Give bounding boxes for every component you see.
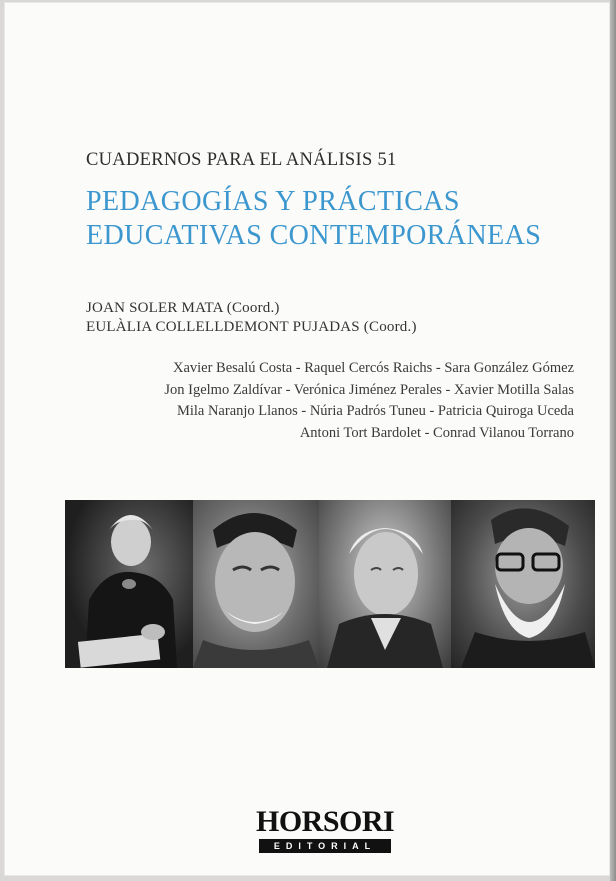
coordinators: [86, 299, 417, 337]
author-line: Antoni Tort Bardolet - Conrad Vilanou Torrano: [299, 424, 574, 441]
book-spine-edge: [610, 0, 616, 881]
portrait-photo-2: [193, 500, 319, 668]
publisher-name: HORSORI: [256, 805, 395, 838]
title-line-1: PEDAGOGÍAS Y PRÁCTICAS: [86, 186, 460, 217]
publisher-logo: [256, 805, 394, 857]
author-line: Jon Igelmo Zaldívar - Verónica Jiménez Perales - Xavier Motilla Salas: [164, 381, 574, 398]
author-line: Mila Naranjo Llanos - Núria Padrós Tuneu - Patricia Quiroga Uceda: [176, 403, 574, 419]
book-title: [86, 185, 541, 253]
portrait-strip: [65, 500, 595, 668]
title-line-2: EDUCATIVAS CONTEMPORÁNEAS: [86, 220, 542, 251]
publisher-subtitle: EDITORIAL: [273, 841, 377, 851]
series-label: CUADERNOS PARA EL ANÁLISIS 51: [86, 150, 397, 170]
portrait-photo-3: [319, 500, 451, 668]
coordinator-1: JOAN SOLER MATA (Coord.): [86, 300, 280, 316]
book-cover: [4, 2, 610, 876]
author-line: Xavier Besalú Costa - Raquel Cercós Raichs - Sara González Gómez: [172, 360, 574, 376]
portrait-photo-1: [65, 500, 193, 668]
portrait-photo-4: [451, 500, 595, 668]
coordinator-2: EULÀLIA COLLELLDEMONT PUJADAS (Coord.): [86, 319, 417, 335]
author-list: [74, 358, 574, 444]
